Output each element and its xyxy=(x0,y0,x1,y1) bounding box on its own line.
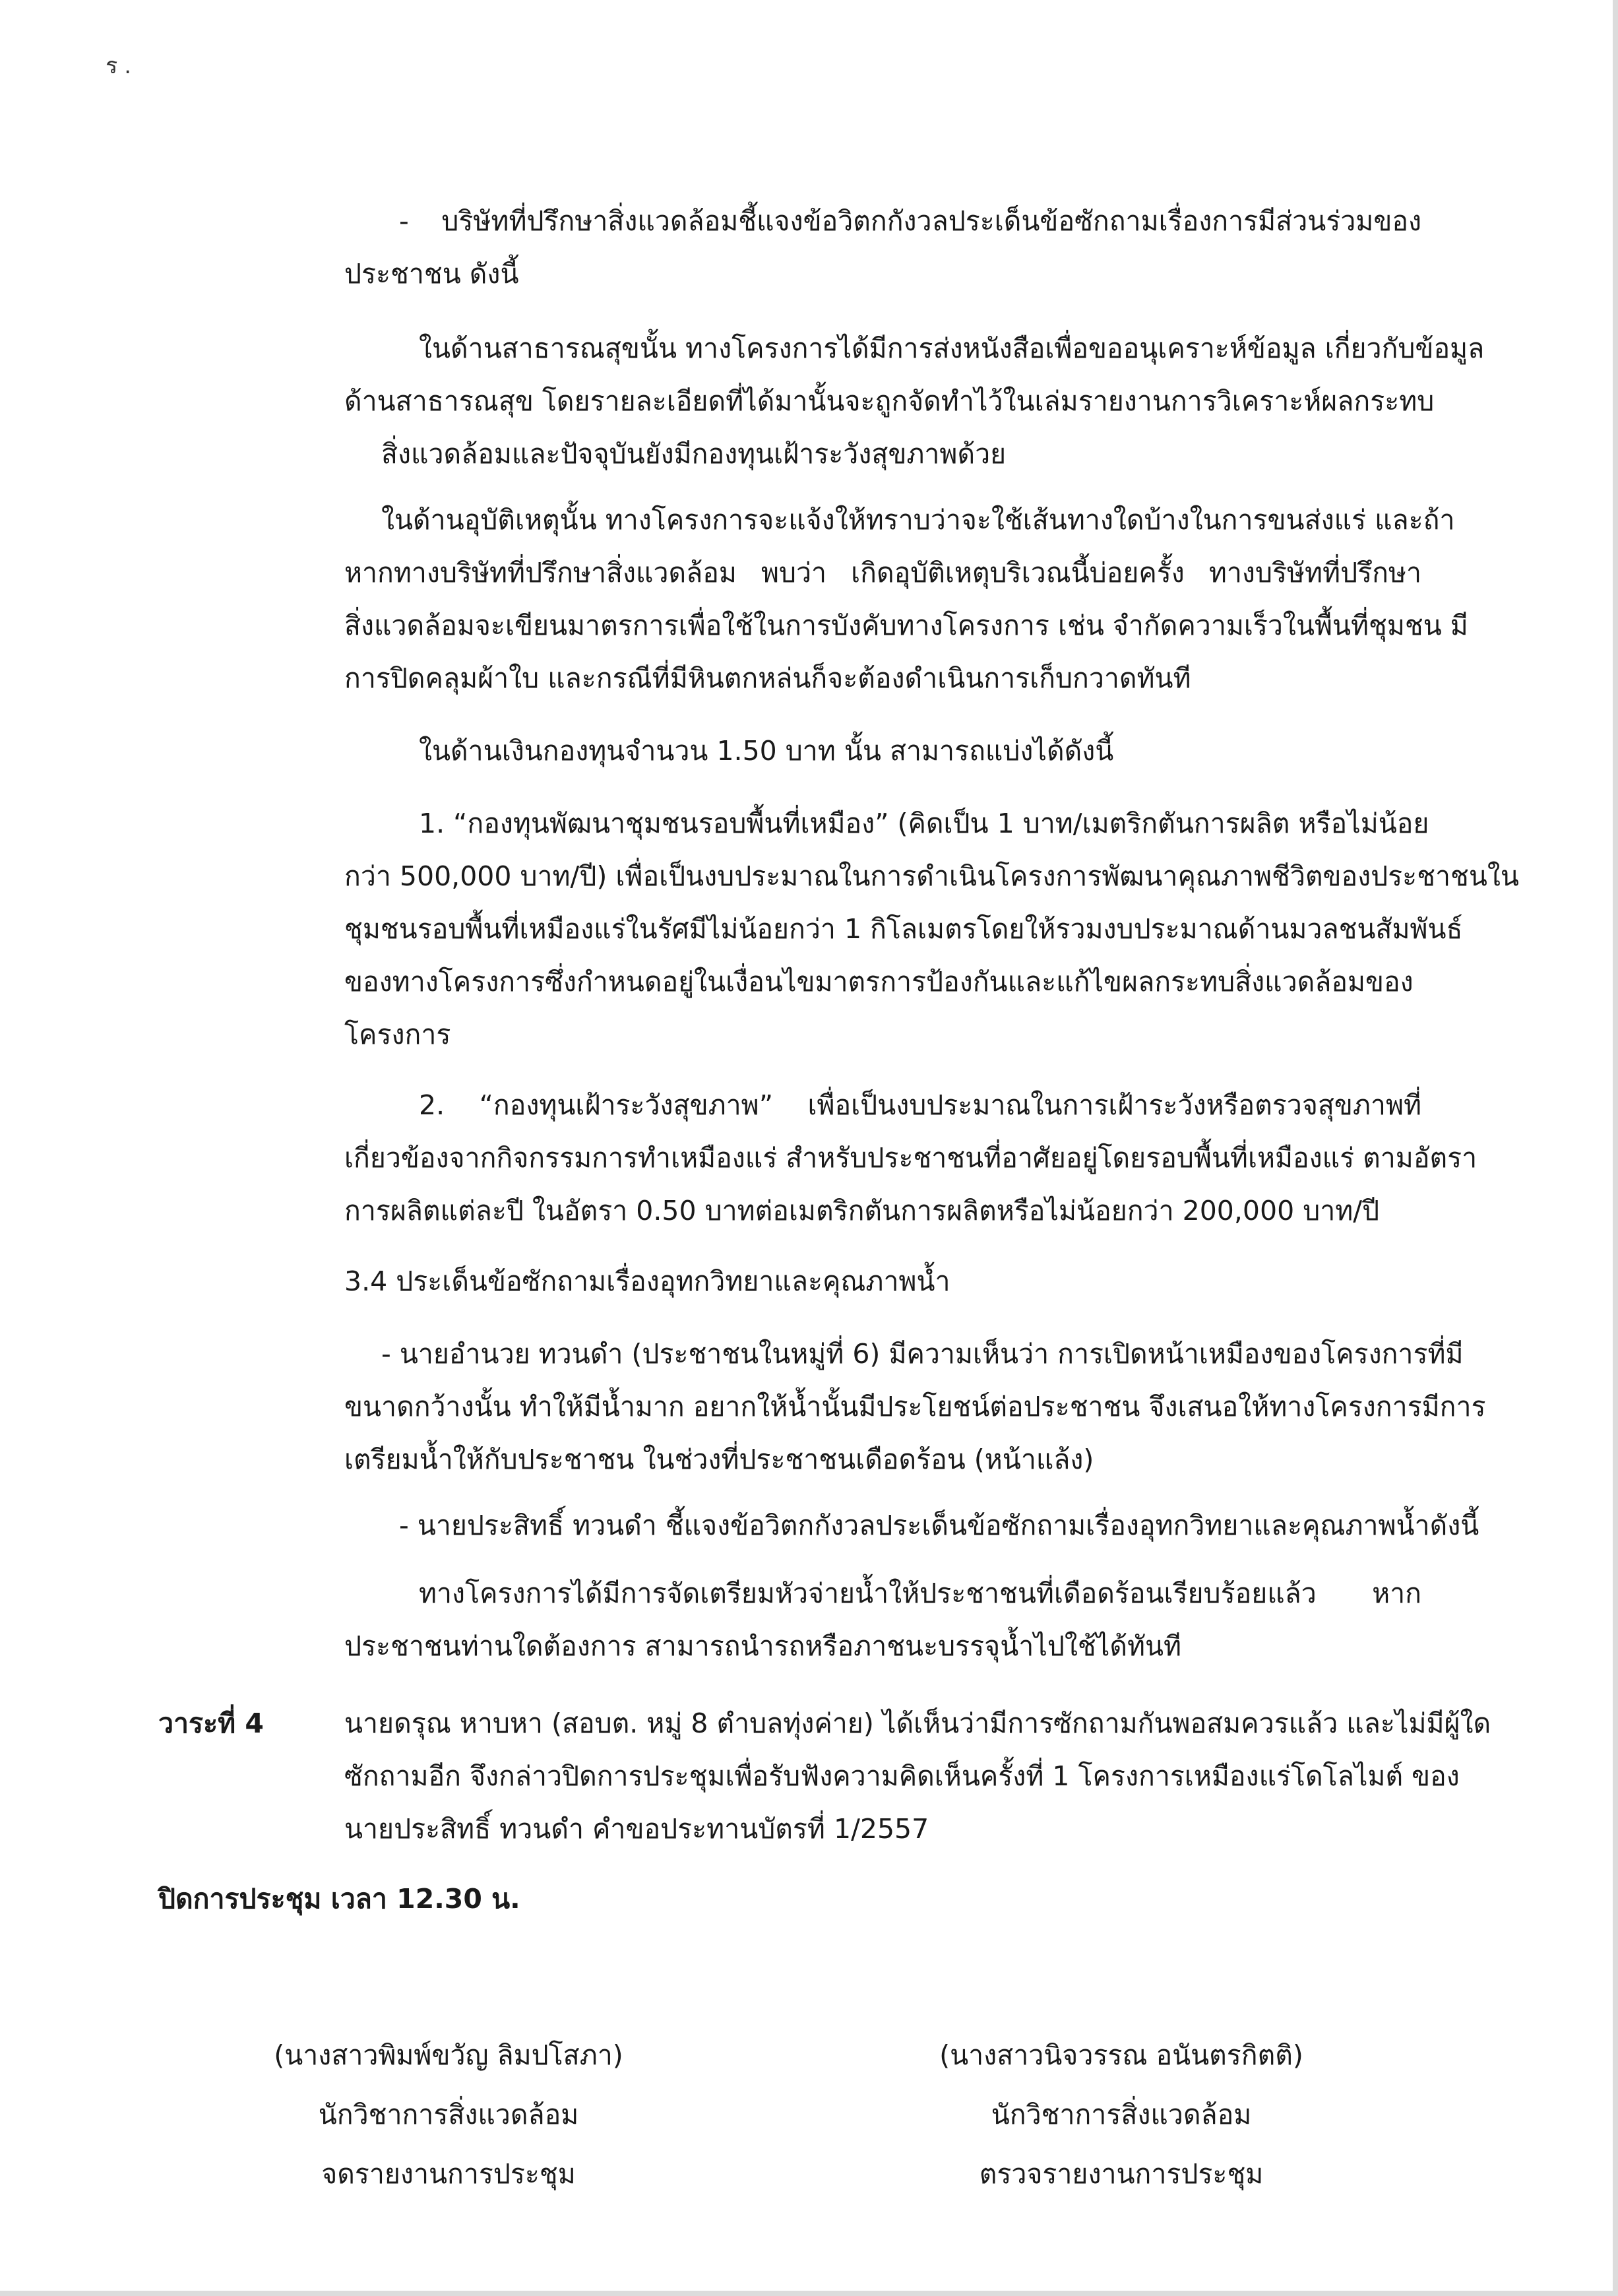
fund-item-1-line-3: ชุมชนรอบพื้นที่เหมืองแร่ในรัศมีไม่น้อยกว่า 1 กิโลเมตรโดยให้รวมงบประมาณด้านมวลชนสัมพันธ์ xyxy=(344,913,1463,945)
signature-left-name: (นางสาวพิมพ์ขวัญ ลิมปโสภา) xyxy=(274,2039,623,2071)
villager-comment-line-2: ขนาดกว้างนั้น ทำให้มีน้ำมาก อยากให้น้ำนั้นมีประโยชน์ต่อประชาชน จึงเสนอให้ทางโครงการมีการ xyxy=(344,1391,1486,1422)
owner-reply-line: - นายประสิทธิ์ ทวนดำ ชี้แจงข้อวิตกกังวลประเด็นข้อซักถามเรื่องอุทกวิทยาและคุณภาพน้ำดังนี้ xyxy=(399,1510,1479,1541)
consultant-intro-line-2: ประชาชน ดังนี้ xyxy=(344,258,519,290)
agenda-4-line-2: ซักถามอีก จึงกล่าวปิดการประชุมเพื่อรับฟังความคิดเห็นครั้งที่ 1 โครงการเหมืองแร่โดโลไมต์ ของ xyxy=(344,1760,1460,1792)
fund-item-1-line-2: กว่า 500,000 บาท/ปี) เพื่อเป็นงบประมาณในการดำเนินโครงการพัฒนาคุณภาพชีวิตของประชาชนใน xyxy=(344,860,1519,892)
fund-item-1-line-5: โครงการ xyxy=(344,1019,451,1050)
signature-left-position: นักวิชาการสิ่งแวดล้อม xyxy=(318,2099,579,2130)
agenda-4-line-3: นายประสิทธิ์ ทวนดำ คำขอประทานบัตรที่ 1/2557 xyxy=(344,1813,929,1845)
public-health-line-1: ในด้านสาธารณสุขนั้น ทางโครงการได้มีการส่งหนังสือเพื่อขออนุเคราะห์ข้อมูล เกี่ยวกับข้อมูล xyxy=(419,333,1485,364)
signature-right-position: นักวิชาการสิ่งแวดล้อม xyxy=(991,2099,1252,2130)
fund-intro-line: ในด้านเงินกองทุนจำนวน 1.50 บาท นั้น สามารถแบ่งได้ดังนี้ xyxy=(419,735,1114,767)
consultant-intro-line-1: - บริษัทที่ปรึกษาสิ่งแวดล้อมชี้แจงข้อวิตกกังวลประเด็นข้อซักถามเรื่องการมีส่วนร่วมของ xyxy=(399,205,1421,237)
accidents-line-3: สิ่งแวดล้อมจะเขียนมาตรการเพื่อใช้ในการบังคับทางโครงการ เช่น จำกัดความเร็วในพื้นที่ชุมชน มี xyxy=(344,610,1468,641)
water-taps-line-2: ประชาชนท่านใดต้องการ สามารถนำรถหรือภาชนะบรรจุน้ำไปใช้ได้ทันที xyxy=(344,1630,1182,1662)
fund-item-1-line-1: 1. “กองทุนพัฒนาชุมชนรอบพื้นที่เหมือง” (คิดเป็น 1 บาท/เมตริกตันการผลิต หรือไม่น้อย xyxy=(419,808,1429,839)
accidents-line-1: ในด้านอุบัติเหตุนั้น ทางโครงการจะแจ้งให้ทราบว่าจะใช้เส้นทางใดบ้างในการขนส่งแร่ และถ้า xyxy=(381,504,1455,536)
water-taps-line-1: ทางโครงการได้มีการจัดเตรียมหัวจ่ายน้ำให้ประชาชนที่เดือดร้อนเรียบร้อยแล้ว หาก xyxy=(419,1578,1421,1609)
signature-left-role: จดรายงานการประชุม xyxy=(321,2158,576,2190)
fund-item-2-line-2: เกี่ยวข้องจากกิจกรรมการทำเหมืองแร่ สำหรับประชาชนที่อาศัยอยู่โดยรอบพื้นที่เหมืองแร่ ตามอัตรา xyxy=(344,1142,1478,1174)
agenda-4-label: วาระที่ 4 xyxy=(158,1707,264,1739)
signature-right-name: (นางสาวนิจวรรณ อนันตรกิตติ) xyxy=(939,2039,1303,2071)
fund-item-1-line-4: ของทางโครงการซึ่งกำหนดอยู่ในเงื่อนไขมาตรการป้องกันและแก้ไขผลกระทบสิ่งแวดล้อมของ xyxy=(344,966,1414,998)
public-health-line-2: ด้านสาธารณสุข โดยรายละเอียดที่ได้มานั้นจะถูกจัดทำไว้ในเล่มรายงานการวิเคราะห์ผลกระทบ xyxy=(344,385,1435,417)
fund-item-2-line-3: การผลิตแต่ละปี ในอัตรา 0.50 บาทต่อเมตริกตันการผลิตหรือไม่น้อยกว่า 200,000 บาท/ปี xyxy=(344,1195,1380,1227)
accidents-line-2: หากทางบริษัทที่ปรึกษาสิ่งแวดล้อม พบว่า เกิดอุบัติเหตุบริเวณนี้บ่อยครั้ง ทางบริษัทที่ปรึกษา xyxy=(344,557,1421,589)
signature-right-role: ตรวจรายงานการประชุม xyxy=(979,2158,1264,2190)
public-health-line-3: สิ่งแวดล้อมและปัจจุบันยังมีกองทุนเฝ้าระวังสุขภาพด้วย xyxy=(381,438,1007,470)
villager-comment-line-1: - นายอำนวย ทวนดำ (ประชาชนในหมู่ที่ 6) มีความเห็นว่า การเปิดหน้าเหมืองของโครงการที่มี xyxy=(381,1338,1464,1370)
accidents-line-4: การปิดคลุมผ้าใบ และกรณีที่มีหินตกหล่นก็จะต้องดำเนินการเก็บกวาดทันที xyxy=(344,662,1191,694)
section-3-4-heading: 3.4 ประเด็นข้อซักถามเรื่องอุทกวิทยาและคุณภาพน้ำ xyxy=(344,1265,950,1297)
fund-item-2-line-1: 2. “กองทุนเฝ้าระวังสุขภาพ” เพื่อเป็นงบประมาณในการเฝ้าระวังหรือตรวจสุขภาพที่ xyxy=(419,1089,1421,1121)
meeting-closing-time: ปิดการประชุม เวลา 12.30 น. xyxy=(158,1883,520,1915)
villager-comment-line-3: เตรียมน้ำให้กับประชาชน ในช่วงที่ประชาชนเดือดร้อน (หน้าแล้ง) xyxy=(344,1444,1094,1475)
scan-mark: ร. xyxy=(106,53,139,79)
agenda-4-line-1: นายดรุณ หาบหา (สอบต. หมู่ 8 ตำบลทุ่งค่าย) ได้เห็นว่ามีการซักถามกันพอสมควรแล้ว และไม่มีผู้ใด xyxy=(344,1707,1491,1739)
